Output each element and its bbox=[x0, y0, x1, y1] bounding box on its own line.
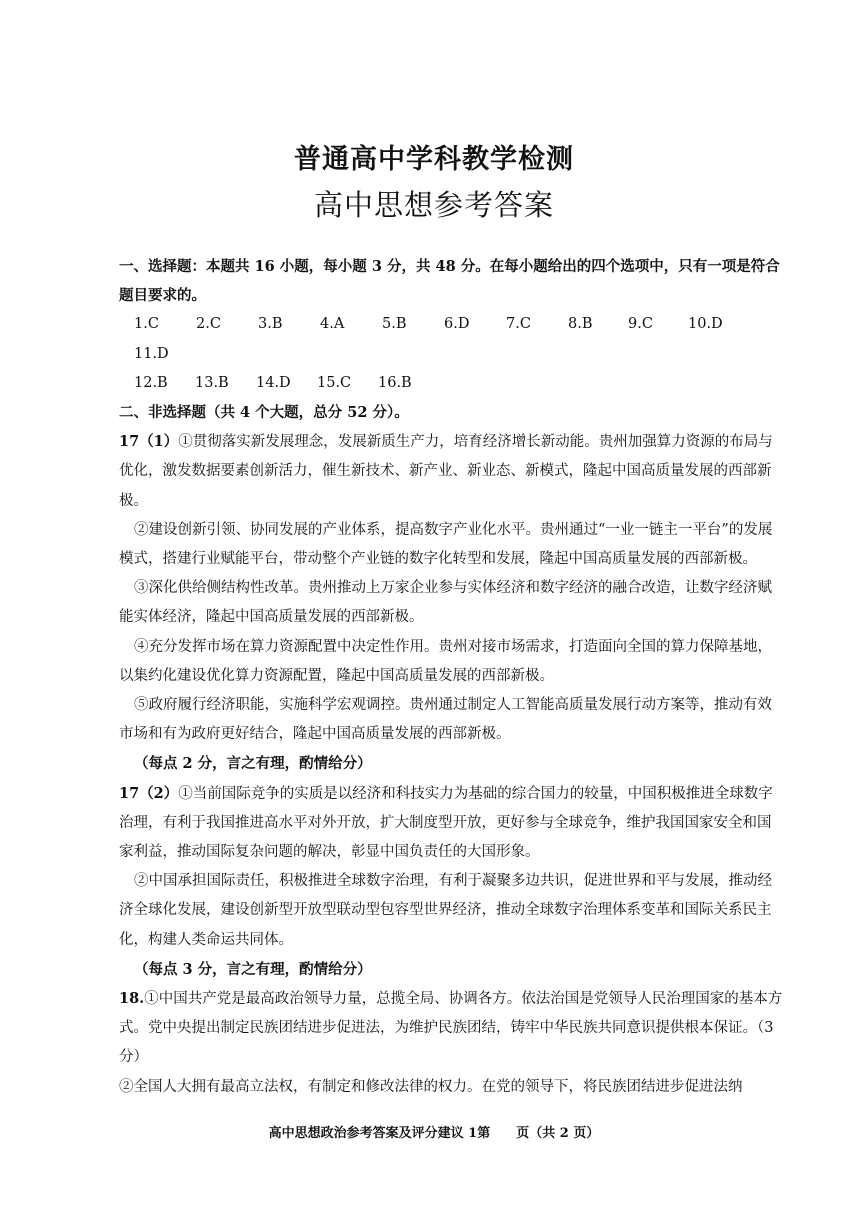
answer-item: 8.B bbox=[568, 316, 593, 333]
answer-item: 9.C bbox=[628, 316, 653, 333]
answer-item: 5.B bbox=[382, 316, 407, 333]
answer-item: 12.B bbox=[134, 374, 168, 391]
q17-1-point-4: ④充分发挥市场在算力资源配置中决定性作用。贵州对接市场需求，打造面向全国的算力保障基地，以集约化建设优化算力资源配置，隆起中国高质量发展的西部新极。 bbox=[119, 638, 772, 684]
section2-heading: 二、非选择题（共 4 个大题，总分 52 分）。 bbox=[119, 404, 409, 422]
q17-2-point-2: ②中国承担国际责任，积极推进全球数字治理，有利于凝聚多边共识，促进世界和平与发展，推动经济全球化发展，建设创新型开放型联动型包容型世界经济，推动全球数字治理体系变革和国际关系民主化，构建人类命运共同体。 bbox=[119, 873, 772, 948]
document-subtitle: 高中思想参考答案 bbox=[313, 188, 554, 222]
answer-item: 3.B bbox=[258, 316, 283, 333]
q17-1-point-2: ②建设创新引领、协同发展的产业体系，提高数字产业化水平。贵州通过“一业一链主一平台”的发展模式，搭建行业赋能平台，带动整个产业链的数字化转型和发展，隆起中国高质量发展的西部新极。 bbox=[119, 521, 773, 568]
section1-heading: 一、选择题：本题共 16 小题，每小题 3 分，共 48 分。在每小题给出的四个选项中，只有一项是符合题目要求的。 bbox=[119, 258, 780, 305]
document-title: 普通高中学科教学检测 bbox=[294, 144, 574, 175]
q18-point-2: ②全国人大拥有最高立法权，有制定和修改法律的权力。在党的领导下，将民族团结进步促进法纳 bbox=[119, 1078, 743, 1095]
q17-2-label: 17（2） bbox=[119, 784, 179, 802]
answer-item: 4.A bbox=[320, 316, 345, 333]
answer-item: 7.C bbox=[506, 316, 531, 333]
q17-1-scoring-note: （每点 2 分，言之有理，酌情给分） bbox=[134, 755, 372, 773]
answer-row-2 bbox=[119, 369, 783, 398]
q17-1-text-1: ①贯彻落实新发展理念，发展新质生产力，培育经济增长新动能。贵州加强算力资源的布局与优化，激发数据要素创新活力，催生新技术、新产业、新业态、新模式，隆起中国高质量发展的西部新极。 bbox=[119, 434, 773, 509]
q17-2-text-1: ①当前国际竞争的实质是以经济和科技实力为基础的综合国力的较量，中国积极推进全球数字治理，有利于我国推进高水平对外开放，扩大制度型开放，更好参与全球竞争，维护我国国家安全和国家利益，推动国际复杂问题的解决，彰显中国负责任的大国形象。 bbox=[119, 785, 773, 861]
answer-row-1 bbox=[119, 310, 783, 368]
q17-1-point-5: ⑤政府履行经济职能，实施科学宏观调控。贵州通过制定人工智能高质量发展行动方案等，推动有效市场和有为政府更好结合，隆起中国高质量发展的西部新极。 bbox=[119, 697, 772, 743]
q18-label: 18. bbox=[119, 990, 145, 1008]
answer-item: 11.D bbox=[134, 345, 169, 362]
q17-1-point-3: ③深化供给侧结构性改革。贵州推动上万家企业参与实体经济和数字经济的融合改造，让数字经济赋能实体经济，隆起中国高质量发展的西部新极。 bbox=[119, 580, 772, 626]
q18-text-1: ①中国共产党是最高政治领导力量，总揽全局、协调各方。依法治国是党领导人民治理国家的基本方式。党中央提出制定民族团结进步促进法，为维护民族团结，铸牢中华民族共同意识提供根本保证。（3 分） bbox=[119, 991, 783, 1066]
answer-item: 6.D bbox=[444, 316, 470, 333]
answer-item: 16.B bbox=[378, 374, 412, 391]
answer-body bbox=[119, 252, 783, 1102]
answer-item: 14.D bbox=[256, 374, 291, 391]
q17-2-point-1 bbox=[119, 779, 783, 868]
answer-item: 1.C bbox=[134, 316, 159, 333]
page-footer: 高中思想政治参考答案及评分建议 1第 页（共 2 页） bbox=[268, 1126, 600, 1141]
q18-point-1 bbox=[119, 984, 783, 1073]
answer-item: 10.D bbox=[688, 316, 723, 333]
q17-1-label: 17（1） bbox=[119, 433, 179, 451]
q17-2-scoring-note: （每点 3 分，言之有理，酌情给分） bbox=[134, 960, 372, 978]
q17-1-point-1 bbox=[119, 427, 783, 516]
answer-item: 15.C bbox=[317, 374, 352, 391]
answer-item: 2.C bbox=[196, 316, 221, 333]
answer-item: 13.B bbox=[195, 374, 229, 391]
